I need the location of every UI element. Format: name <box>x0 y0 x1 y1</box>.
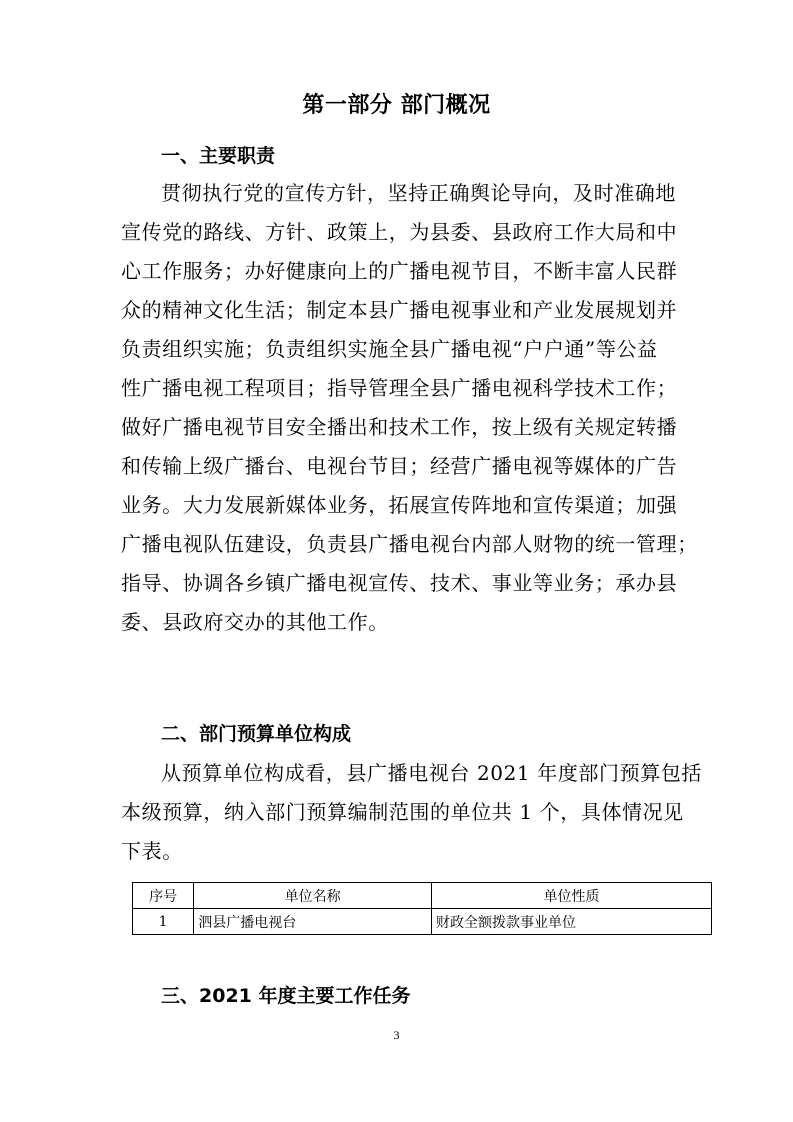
budget-unit-table <box>132 882 712 935</box>
paragraph-line: 心工作服务；办好健康向上的广播电视节目，不断丰富人民群 <box>121 259 678 283</box>
paragraph-line: 从预算单位构成看，县广播电视台 2021 年度部门预算包括 <box>161 761 703 785</box>
paragraph-line: 本级预算，纳入部门预算编制范围的单位共 1 个，具体情况见 <box>121 800 684 824</box>
duties-paragraph <box>121 174 721 642</box>
paragraph-line: 广播电视队伍建设，负责县广播电视台内部人财物的统一管理； <box>121 532 698 556</box>
paragraph-line: 委、县政府交办的其他工作。 <box>121 610 389 634</box>
header-unit-type: 单位性质 <box>432 883 712 909</box>
paragraph-line: 业务。大力发展新媒体业务，拓展宣传阵地和宣传渠道；加强 <box>121 493 678 517</box>
units-paragraph <box>121 754 721 871</box>
section-heading-duties: 一、主要职责 <box>161 145 276 167</box>
paragraph-line: 宣传党的路线、方针、政策上，为县委、县政府工作大局和中 <box>121 220 678 244</box>
cell-unit-name: 泗县广播电视台 <box>194 909 432 935</box>
table-header-row <box>133 883 712 909</box>
paragraph-line: 负责组织实施；负责组织实施全县广播电视“户户通”等公益 <box>121 337 658 361</box>
cell-serial: 1 <box>133 909 194 935</box>
section-heading-units: 二、部门预算单位构成 <box>161 723 352 745</box>
paragraph-line: 和传输上级广播台、电视台节目；经营广播电视等媒体的广告 <box>121 454 678 478</box>
paragraph-line: 贯彻执行党的宣传方针，坚持正确舆论导向，及时准确地 <box>161 181 676 205</box>
paragraph-line: 下表。 <box>121 839 183 863</box>
header-unit-name: 单位名称 <box>194 883 432 909</box>
page-number: 3 <box>393 1028 400 1042</box>
page-title: 第一部分 部门概况 <box>302 93 491 118</box>
paragraph-line: 做好广播电视节目安全播出和技术工作，按上级有关规定转播 <box>121 415 678 439</box>
header-serial: 序号 <box>133 883 194 909</box>
table-row <box>133 909 712 935</box>
paragraph-line: 众的精神文化生活；制定本县广播电视事业和产业发展规划并 <box>121 298 678 322</box>
cell-unit-type: 财政全额拨款事业单位 <box>432 909 712 935</box>
paragraph-line: 性广播电视工程项目；指导管理全县广播电视科学技术工作； <box>121 376 678 400</box>
paragraph-line: 指导、协调各乡镇广播电视宣传、技术、事业等业务；承办县 <box>121 571 678 595</box>
section-heading-tasks: 三、2021 年度主要工作任务 <box>161 985 411 1007</box>
